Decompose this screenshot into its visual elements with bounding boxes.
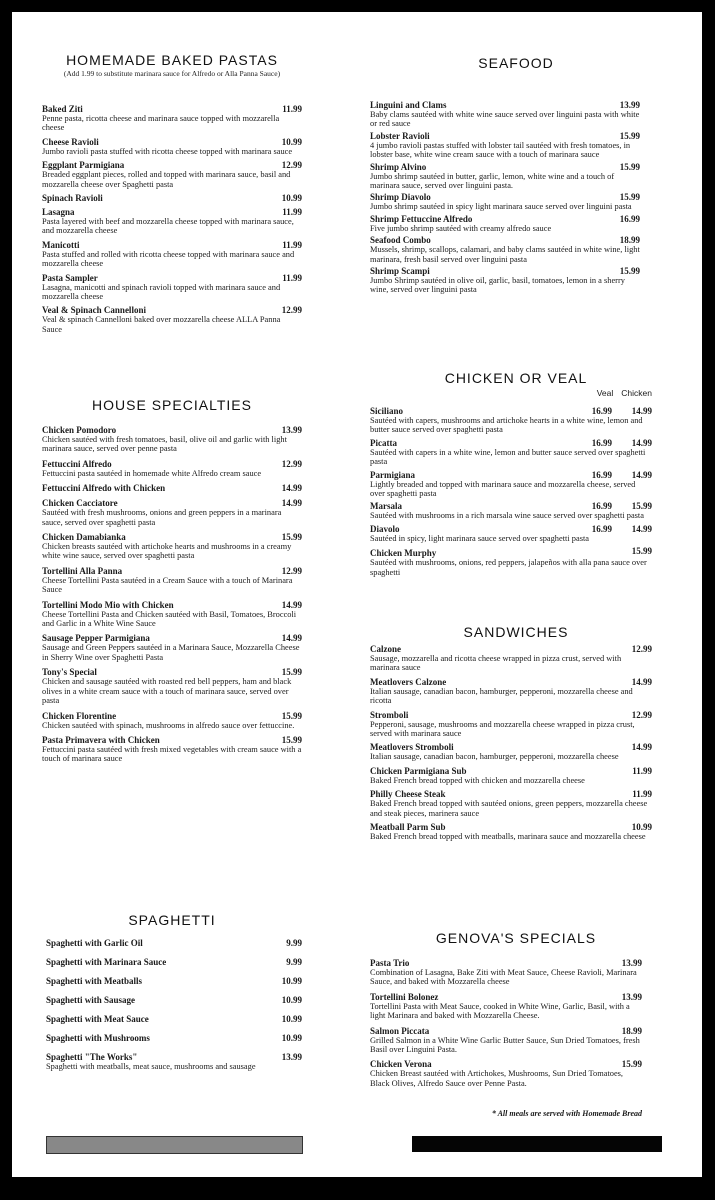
menu-item-header	[42, 735, 302, 745]
menu-item-description: Mussels, shrimp, scallops, calamari, and baby clams sautéed in white wine, light marinara, fresh basil served over linguini pasta	[370, 245, 640, 264]
menu-item-name: Meatlovers Calzone	[370, 676, 447, 687]
menu-item-description: Sautéed with capers, mushrooms and artichoke hearts in a white wine, lemon and butter sauce served over spaghetti pasta	[370, 416, 643, 435]
menu-item-description: 4 jumbo ravioli pastas stuffed with lobster tail sautéed with fresh tomatoes, in lobster base, white wine cream sauce with a touch of marinara sauce	[370, 140, 631, 160]
menu-item-price: 15.99	[619, 266, 640, 277]
menu-item-price: 9.99	[286, 938, 302, 948]
menu-item-description: Italian sausage, canadian bacon, hamburger, pepperoni, mozzarella cheese	[370, 752, 619, 762]
menu-item	[370, 470, 652, 499]
veal-price: 16.99	[591, 469, 612, 480]
menu-item	[370, 162, 640, 191]
menu-item-header	[42, 459, 302, 469]
menu-item-name: Spaghetti with Garlic Oil	[46, 938, 143, 948]
menu-item-price: 14.99	[631, 676, 652, 687]
menu-item-name: Linguini and Clams	[370, 100, 447, 110]
menu-item-description: Five jumbo shrimp sautéed with creamy alfredo sauce	[370, 223, 552, 233]
menu-item-name: Spaghetti "The Works"	[46, 1052, 138, 1062]
menu-item-description: Lasagna, manicotti and spinach ravioli topped with marinara sauce and mozzarella cheese	[42, 282, 281, 302]
menu-item-header	[370, 100, 640, 110]
menu-item-description: Veal & spinach Cannelloni baked over mozzarella cheese ALLA Panna Sauce	[42, 315, 281, 334]
menu-item	[42, 193, 302, 203]
menu-item	[370, 822, 652, 841]
menu-item-header	[370, 266, 640, 276]
menu-item	[370, 100, 640, 129]
menu-item-name: Lobster Ravioli	[370, 130, 430, 141]
menu-item-price: 13.99	[619, 100, 640, 110]
decorative-bar-right	[412, 1136, 662, 1152]
menu-item-description: Fettuccini pasta sautéed with fresh mixed vegetables with cream sauce with a touch of marinara sauce	[42, 744, 302, 764]
menu-item-header	[42, 273, 302, 283]
menu-item-name: Meatball Parm Sub	[370, 822, 446, 833]
menu-item	[42, 104, 302, 133]
menu-item-name: Tortellini Alla Panna	[42, 565, 123, 576]
menu-item-name: Manicotti	[42, 239, 80, 250]
menu-item	[46, 957, 302, 967]
section-title: GENOVA'S SPECIALS	[435, 930, 597, 946]
menu-item-price: 18.99	[619, 235, 640, 246]
section-title: HOMEMADE BAKED PASTAS	[66, 52, 278, 68]
menu-item-price: 15.99	[619, 192, 640, 203]
menu-item-header	[42, 207, 302, 217]
section-title: CHICKEN OR VEAL	[444, 370, 588, 386]
menu-item-header	[370, 501, 652, 511]
menu-item-price: 9.99	[286, 957, 302, 967]
veal-column-header: Veal	[596, 388, 614, 398]
menu-item-description: Jumbo shrimp sautéed in butter, garlic, lemon, white wine and a touch of marinara sauce, served over linguini pasta.	[370, 171, 615, 191]
menu-item	[42, 273, 302, 302]
menu-item-prices	[582, 524, 652, 534]
menu-item-price: 15.99	[621, 1059, 642, 1070]
section-title: SPAGHETTI	[128, 912, 216, 928]
menu-item-header	[42, 498, 302, 508]
menu-item-name: Stromboli	[370, 709, 409, 720]
menu-item-header	[46, 957, 302, 967]
menu-item	[42, 498, 302, 527]
menu-item-description: Baked French bread topped with meatballs, marinara sauce and mozzarella cheese	[370, 832, 646, 842]
menu-item-name: Shrimp Alvino	[370, 161, 427, 172]
menu-item	[42, 633, 302, 662]
menu-item-description: Chicken sautéed with spinach, mushrooms in alfredo sauce over fettuccine.	[42, 720, 295, 730]
menu-item	[42, 711, 302, 730]
decorative-bar-left	[46, 1136, 303, 1154]
menu-item-prices	[582, 438, 652, 448]
menu-item-description: Jumbo ravioli pasta stuffed with ricotta cheese topped with marinara sauce	[42, 146, 293, 156]
menu-item-description: Chicken sautéed with fresh tomatoes, basil, olive oil and garlic with light marinara sauce, served over penne pasta	[42, 435, 287, 454]
sandwiches-list	[370, 644, 652, 845]
menu-item-description: Sausage, mozzarella and ricotta cheese wrapped in pizza crust, served with marinara sauce	[370, 654, 622, 673]
menu-item-price: 12.99	[281, 458, 302, 469]
menu-item-price: 13.99	[281, 425, 302, 435]
chicken-price: 14.99	[631, 437, 652, 448]
menu-item-description: Baby clams sautéed with white wine sauce served over linguini pasta with white or red sauce	[370, 110, 640, 129]
menu-item-price: 10.99	[631, 822, 652, 833]
menu-item-header	[370, 992, 642, 1002]
section-spaghetti	[42, 912, 302, 928]
menu-item-name: Sausage Pepper Parmigiana	[42, 633, 150, 644]
section-genovas-specials	[370, 930, 662, 946]
menu-item	[370, 1059, 642, 1088]
section-seafood	[370, 55, 662, 71]
menu-item-price: 15.99	[281, 734, 302, 745]
menu-item	[42, 137, 302, 156]
menu-item-name: Shrimp Diavolo	[370, 192, 431, 203]
menu-item-header	[42, 193, 302, 203]
chicken-column-header: Chicken	[621, 388, 652, 398]
menu-item-header	[42, 305, 302, 315]
menu-item-price: 11.99	[282, 104, 302, 114]
menu-item-name: Lasagna	[42, 207, 75, 218]
menu-item-price: 11.99	[632, 789, 652, 800]
menu-item	[42, 566, 302, 595]
menu-item-name: Fettuccini Alfredo	[42, 458, 112, 469]
menu-item-description: Spaghetti with meatballs, meat sauce, mushrooms and sausage	[46, 1062, 256, 1071]
menu-item-header	[370, 742, 652, 752]
menu-item-header	[46, 1014, 302, 1024]
menu-item	[42, 207, 302, 236]
menu-item	[370, 214, 640, 233]
veal-price: 16.99	[591, 523, 612, 534]
menu-item	[46, 995, 302, 1005]
veal-price	[582, 546, 612, 556]
menu-item-header	[46, 1052, 302, 1062]
menu-item-header	[42, 667, 302, 677]
menu-item	[370, 766, 652, 785]
menu-item-description: Grilled Salmon in a White Wine Garlic Butter Sauce, Sun Dried Tomatoes, fresh Basil over Linguini Pasta.	[370, 1035, 640, 1055]
menu-item-prices	[582, 406, 652, 416]
menu-item-name: Pasta Sampler	[42, 272, 98, 283]
menu-item-name: Picatta	[370, 437, 397, 448]
menu-item	[370, 677, 652, 706]
menu-item-name: Siciliano	[370, 406, 404, 416]
menu-item-description: Italian sausage, canadian bacon, hamburger, pepperoni, mozzarella cheese and ricotta	[370, 686, 633, 706]
menu-item	[42, 240, 302, 269]
section-title: SANDWICHES	[463, 624, 569, 640]
menu-item-header	[370, 524, 652, 534]
menu-item-name: Chicken Verona	[370, 1059, 432, 1070]
menu-item-name: Chicken Murphy	[370, 548, 437, 559]
menu-item-name: Chicken Pomodoro	[42, 425, 117, 435]
menu-item	[42, 600, 302, 629]
menu-item-header	[42, 600, 302, 610]
menu-item-price: 14.99	[281, 483, 302, 494]
menu-item	[370, 644, 652, 673]
menu-item-name: Fettuccini Alfredo with Chicken	[42, 483, 166, 494]
chicken-price: 14.99	[631, 523, 652, 534]
menu-item-price: 12.99	[281, 565, 302, 576]
menu-item-name: Spaghetti with Sausage	[46, 995, 136, 1005]
menu-item-price: 15.99	[281, 710, 302, 721]
menu-item-name: Eggplant Parmigiana	[42, 160, 125, 171]
menu-item	[370, 524, 652, 543]
menu-item-description: Cheese Tortellini Pasta and Chicken sautéed with Basil, Tomatoes, Broccoli and Garlic in a White Wine Sauce	[42, 609, 297, 629]
menu-item-price: 18.99	[621, 1025, 642, 1036]
menu-item-name: Parmigiana	[370, 469, 415, 480]
menu-item	[370, 742, 652, 761]
chicken-price: 15.99	[631, 501, 652, 512]
menu-item-description: Penne pasta, ricotta cheese and marinara sauce topped with mozzarella cheese	[42, 114, 280, 133]
menu-item-header	[42, 160, 302, 170]
menu-item-name: Diavolo	[370, 523, 400, 534]
menu-item-name: Calzone	[370, 644, 401, 654]
menu-item-header	[370, 235, 640, 245]
menu-item-price: 13.99	[621, 958, 642, 968]
menu-item	[46, 938, 302, 948]
menu-item-price: 13.99	[281, 1052, 302, 1062]
menu-item-header	[370, 470, 652, 480]
menu-item-header	[370, 131, 640, 141]
menu-item	[370, 958, 642, 987]
menu-item-name: Tortellini Bolonez	[370, 991, 439, 1002]
menu-item-header	[370, 1059, 642, 1069]
menu-item-header	[370, 822, 652, 832]
house-list	[42, 425, 302, 769]
section-title: SEAFOOD	[478, 55, 554, 71]
section-sandwiches	[370, 624, 662, 640]
menu-item-price: 14.99	[631, 742, 652, 753]
veal-price: 16.99	[591, 406, 612, 416]
menu-item-description: Breaded eggplant pieces, rolled and topped with marinara sauce, basil and mozzarella cheese over Spaghetti pasta	[42, 170, 291, 189]
menu-item-description: Pepperoni, sausage, mushrooms and mozzarella cheese wrapped in pizza crust, served with marinara sauce	[370, 719, 635, 739]
menu-item-header	[370, 958, 642, 968]
menu-item-name: Spaghetti with Mushrooms	[46, 1033, 150, 1043]
pastas-list	[42, 104, 302, 338]
menu-item-name: Shrimp Fettuccine Alfredo	[370, 213, 473, 224]
menu-item-description: Baked French bread topped with sautéed onions, green peppers, mozzarella cheese and steak pieces, marinera sauce	[370, 799, 648, 818]
menu-item-header	[46, 976, 302, 986]
price-column-headers	[370, 388, 662, 398]
menu-item	[370, 710, 652, 739]
menu-item-price: 15.99	[281, 667, 302, 678]
menu-item-header	[370, 766, 652, 776]
menu-item-name: Chicken Cacciatore	[42, 498, 118, 509]
menu-item	[46, 1014, 302, 1024]
menu-item-description: Pasta layered with beef and mozzarella cheese topped with marinara sauce, and mozzarella cheese	[42, 217, 294, 236]
menu-item	[370, 546, 652, 577]
menu-item-description: Cheese Tortellini Pasta sautéed in a Cream Sauce with a touch of Marinara Sauce	[42, 575, 293, 595]
menu-item-description: Chicken breasts sautéed with artichoke hearts and mushrooms in a creamy white wine sauce, served over spaghetti pasta	[42, 542, 292, 561]
genova-list	[370, 958, 642, 1093]
menu-item-header	[370, 677, 652, 687]
menu-item-prices	[582, 501, 652, 511]
menu-item-description: Chicken Breast sautéed with Artichokes, Mushrooms, Sun Dried Tomatoes, Black Olives, Alfredo Sauce over Penne Pasta.	[370, 1069, 624, 1088]
menu-item	[370, 992, 642, 1021]
menu-item	[42, 532, 302, 561]
menu-item	[370, 266, 640, 295]
footer-note: * All meals are served with Homemade Bread	[491, 1109, 642, 1118]
menu-item-name: Veal & Spinach Cannelloni	[42, 305, 146, 316]
menu-item-price: 12.99	[281, 305, 302, 316]
menu-item	[370, 131, 640, 160]
spaghetti-list	[46, 938, 302, 1080]
menu-item-header	[370, 546, 652, 558]
menu-item-name: Baked Ziti	[42, 104, 83, 114]
menu-page	[12, 12, 702, 1177]
menu-item-price: 14.99	[281, 498, 302, 509]
menu-item	[370, 1026, 642, 1055]
menu-item-header	[42, 566, 302, 576]
menu-item-description: Tortellini Pasta with Meat Sauce, cooked in White Wine, Garlic, Basil, with a light Marinara and baked with Mozzarella Cheese.	[370, 1001, 630, 1021]
section-note: (Add 1.99 to substitute marinara sauce for Alfredo or Alla Panna Sauce)	[63, 69, 281, 78]
menu-item-header	[370, 789, 652, 799]
menu-item-name: Chicken Parmigiana Sub	[370, 765, 467, 776]
menu-item-price: 14.99	[281, 599, 302, 610]
menu-item-price: 11.99	[282, 207, 302, 218]
menu-item-header	[42, 137, 302, 147]
menu-item-header	[42, 104, 302, 114]
menu-item-price: 11.99	[282, 272, 302, 283]
menu-item-name: Chicken Damabianka	[42, 532, 126, 543]
menu-item-price: 14.99	[281, 633, 302, 644]
menu-item-header	[46, 938, 302, 948]
seafood-list	[370, 100, 640, 297]
menu-item-name: Tortellini Modo Mio with Chicken	[42, 599, 174, 610]
menu-item-price: 15.99	[619, 161, 640, 172]
menu-item-description: Combination of Lasagna, Bake Ziti with Meat Sauce, Cheese Ravioli, Marinara Sauce, and baked with Mozzarella cheese	[370, 968, 637, 987]
menu-item-price: 11.99	[282, 239, 302, 250]
menu-item	[42, 459, 302, 478]
menu-item-price: 15.99	[281, 532, 302, 543]
menu-item	[370, 406, 652, 435]
veal-price: 16.99	[591, 437, 612, 448]
menu-item-price: 10.99	[281, 976, 302, 986]
menu-item-price: 10.99	[281, 136, 302, 147]
menu-item-name: Shrimp Scampi	[370, 266, 430, 277]
menu-item	[42, 425, 302, 454]
menu-item-price: 11.99	[632, 765, 652, 776]
menu-item-header	[370, 192, 640, 202]
menu-item-price: 10.99	[281, 995, 302, 1005]
menu-item-prices	[582, 546, 652, 556]
menu-item	[42, 160, 302, 189]
menu-item	[370, 501, 652, 520]
menu-item-prices	[582, 470, 652, 480]
menu-item-price: 16.99	[619, 213, 640, 224]
menu-item	[370, 235, 640, 264]
menu-item-price: 12.99	[281, 160, 302, 171]
menu-item-price: 10.99	[281, 193, 302, 204]
menu-item-price: 12.99	[631, 644, 652, 654]
menu-item-name: Cheese Ravioli	[42, 136, 99, 147]
menu-item-name: Philly Cheese Steak	[370, 789, 446, 800]
menu-item-name: Salmon Piccata	[370, 1025, 430, 1036]
menu-item-header	[370, 162, 640, 172]
menu-item-header	[370, 710, 652, 720]
menu-item-description: Fettuccini pasta sautéed in homemade white Alfredo cream sauce	[42, 468, 262, 478]
menu-item-description: Pasta stuffed and rolled with ricotta cheese topped with marinara sauce and mozzarella cheese	[42, 249, 295, 269]
menu-item-name: Marsala	[370, 501, 402, 512]
menu-item-description: Jumbo Shrimp sautéed in olive oil, garlic, basil, tomatoes, lemon in a sherry wine, served over linguini pasta	[370, 276, 625, 295]
menu-item-header	[42, 483, 302, 493]
menu-item	[46, 1052, 302, 1071]
menu-item-header	[370, 1026, 642, 1036]
chicken-price: 15.99	[631, 546, 652, 557]
menu-item-header	[46, 995, 302, 1005]
menu-item	[42, 305, 302, 334]
chicken-price: 14.99	[631, 469, 652, 480]
section-house-specialties	[42, 397, 302, 413]
menu-item	[370, 789, 652, 818]
section-chicken-or-veal	[370, 370, 662, 398]
veal-price: 16.99	[591, 501, 612, 512]
menu-item-name: Chicken Florentine	[42, 710, 117, 721]
menu-item-name: Pasta Trio	[370, 958, 410, 968]
menu-item	[42, 667, 302, 705]
menu-item-header	[42, 532, 302, 542]
menu-item-header	[370, 214, 640, 224]
menu-item-name: Spinach Ravioli	[42, 193, 103, 204]
chicken-price: 14.99	[631, 406, 652, 416]
menu-item-header	[370, 438, 652, 448]
menu-item-header	[42, 633, 302, 643]
menu-item-price: 13.99	[621, 991, 642, 1002]
menu-item-name: Spaghetti with Marinara Sauce	[46, 957, 167, 967]
menu-item-price: 10.99	[281, 1014, 302, 1024]
menu-item-header	[46, 1033, 302, 1043]
menu-item-description: Lightly breaded and topped with marinara sauce and mozzarella cheese, served over spaghetti pasta	[370, 479, 636, 499]
menu-item	[370, 192, 640, 211]
menu-item-description: Sautéed with mushrooms in a rich marsala wine sauce served over spaghetti pasta	[370, 511, 644, 521]
menu-item-header	[42, 711, 302, 721]
menu-item-description: Sautéed with fresh mushrooms, onions and green peppers in a marinara sauce, served over spaghetti pasta	[42, 508, 282, 527]
menu-item-description: Sausage and Green Peppers sautéed in a Marinara Sauce, Mozzarella Cheese in Sherry Wine over Spaghetti Pasta	[42, 643, 300, 662]
chicken-veal-list	[370, 406, 652, 580]
menu-item	[46, 1033, 302, 1043]
menu-item	[370, 438, 652, 467]
menu-item	[46, 976, 302, 986]
menu-item-description: Jumbo shrimp sautéed in spicy light marinara sauce served over linguini pasta	[370, 202, 632, 212]
menu-item-name: Spaghetti with Meatballs	[46, 976, 143, 986]
menu-item-name: Spaghetti with Meat Sauce	[46, 1014, 149, 1024]
section-homemade-baked-pastas	[42, 52, 302, 78]
menu-item-header	[370, 406, 652, 416]
menu-item-description: Chicken and sausage sautéed with roasted red bell peppers, ham and black olives in a white cream sauce with a touch of marinara sauce, served over pasta	[42, 677, 292, 706]
menu-item-price: 15.99	[619, 130, 640, 141]
menu-item-price: 12.99	[631, 709, 652, 720]
menu-item-name: Tony's Special	[42, 667, 97, 678]
menu-item-description: Sautéed in spicy, light marinara sauce served over spaghetti pasta	[370, 533, 589, 543]
menu-item-price: 10.99	[281, 1033, 302, 1043]
menu-item-name: Seafood Combo	[370, 235, 431, 246]
menu-item-header	[42, 425, 302, 435]
menu-item-description: Sautéed with capers in a white wine, lemon and butter sauce served over spaghetti pasta	[370, 447, 646, 467]
menu-item-description: Baked French bread topped with chicken and mozzarella cheese	[370, 775, 585, 785]
menu-item	[42, 735, 302, 764]
menu-item-description: Sautéed with mushrooms, onions, red peppers, jalapeños with alla pana sauce over spaghetti	[370, 558, 647, 577]
menu-item-header	[370, 644, 652, 654]
menu-item-header	[42, 240, 302, 250]
menu-item	[42, 483, 302, 493]
menu-item-name: Meatlovers Stromboli	[370, 742, 454, 753]
section-title: HOUSE SPECIALTIES	[92, 397, 252, 413]
menu-item-name: Pasta Primavera with Chicken	[42, 734, 160, 745]
